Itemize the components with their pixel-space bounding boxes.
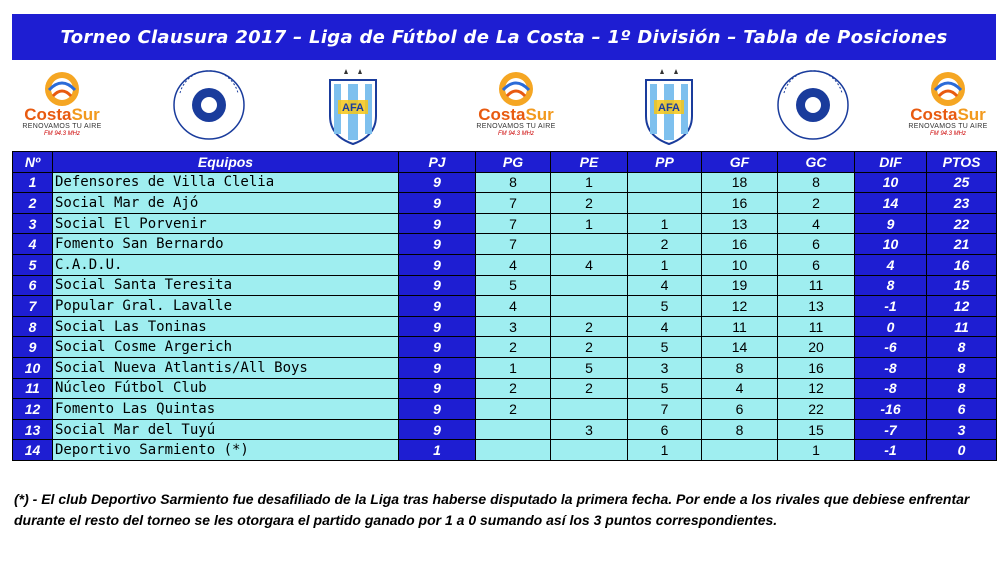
cell-pj: 9: [399, 275, 476, 296]
cell-gf: 16: [702, 234, 778, 255]
liga-costa-logo: [774, 68, 852, 142]
cell-pj: 1: [399, 440, 476, 461]
cell-dif: 8: [855, 275, 927, 296]
cell-position: 6: [13, 275, 53, 296]
cell-pe: 3: [551, 419, 628, 440]
cell-gc: 12: [778, 378, 855, 399]
cell-ptos: 8: [927, 357, 997, 378]
cell-position: 1: [13, 172, 53, 193]
cell-pg: 2: [476, 378, 551, 399]
cell-team: Deportivo Sarmiento (*): [53, 440, 399, 461]
cell-pp: 5: [628, 296, 702, 317]
standings-body: [13, 172, 997, 460]
afa-text: AFA: [658, 102, 680, 114]
cell-position: 7: [13, 296, 53, 317]
cell-dif: 9: [855, 213, 927, 234]
cell-gc: 1: [778, 440, 855, 461]
cell-ptos: 23: [927, 193, 997, 214]
cell-position: 11: [13, 378, 53, 399]
cell-pj: 9: [399, 357, 476, 378]
cell-pp: 1: [628, 213, 702, 234]
cell-pj: 9: [399, 172, 476, 193]
costasur-fm: FM 94.3 MHz: [497, 131, 534, 137]
cell-pp: [628, 172, 702, 193]
cell-gf: 10: [702, 254, 778, 275]
cell-gc: 8: [778, 172, 855, 193]
cell-pg: 7: [476, 234, 551, 255]
liga-costa-logo: [170, 68, 248, 142]
cell-pp: 5: [628, 337, 702, 358]
costasur-logo: [470, 68, 562, 142]
costasur-brand-a: Costa: [478, 105, 526, 124]
cell-ptos: 12: [927, 296, 997, 317]
cell-pp: 4: [628, 316, 702, 337]
costasur-brand-a: Costa: [24, 105, 72, 124]
costasur-sun-icon: [39, 68, 85, 108]
cell-pj: 9: [399, 316, 476, 337]
cell-dif: 4: [855, 254, 927, 275]
table-row: [13, 193, 997, 214]
col-header-pp: PP: [628, 152, 702, 173]
cell-gf: 12: [702, 296, 778, 317]
cell-team: C.A.D.U.: [53, 254, 399, 275]
cell-team: Social Mar de Ajó: [53, 193, 399, 214]
cell-dif: -8: [855, 378, 927, 399]
table-row: [13, 234, 997, 255]
table-row: [13, 399, 997, 420]
table-row: [13, 172, 997, 193]
cell-pp: 1: [628, 440, 702, 461]
cell-pj: 9: [399, 254, 476, 275]
table-row: [13, 337, 997, 358]
cell-ptos: 0: [927, 440, 997, 461]
cell-dif: -7: [855, 419, 927, 440]
cell-dif: -16: [855, 399, 927, 420]
cell-pp: 7: [628, 399, 702, 420]
col-header-dif: DIF: [855, 152, 927, 173]
costasur-tagline: RENOVAMOS TU AIRE: [476, 123, 556, 130]
cell-pg: 5: [476, 275, 551, 296]
cell-pp: 2: [628, 234, 702, 255]
cell-team: Social Santa Teresita: [53, 275, 399, 296]
cell-ptos: 3: [927, 419, 997, 440]
cell-pg: 2: [476, 337, 551, 358]
cell-team: Fomento Las Quintas: [53, 399, 399, 420]
cell-pe: 2: [551, 193, 628, 214]
cell-ptos: 22: [927, 213, 997, 234]
table-row: [13, 316, 997, 337]
afa-shield-logo: [640, 68, 698, 146]
cell-gc: 13: [778, 296, 855, 317]
cell-pe: 2: [551, 378, 628, 399]
col-header-pe: PE: [551, 152, 628, 173]
cell-pe: 5: [551, 357, 628, 378]
cell-position: 9: [13, 337, 53, 358]
cell-pj: 9: [399, 399, 476, 420]
cell-pe: [551, 399, 628, 420]
costasur-sun-icon: [493, 68, 539, 108]
cell-pe: [551, 275, 628, 296]
cell-gc: 2: [778, 193, 855, 214]
cell-team: Social Las Toninas: [53, 316, 399, 337]
cell-pe: [551, 234, 628, 255]
cell-pe: 4: [551, 254, 628, 275]
cell-pp: 6: [628, 419, 702, 440]
cell-pe: 1: [551, 213, 628, 234]
col-header-team: Equipos: [53, 152, 399, 173]
cell-team: Popular Gral. Lavalle: [53, 296, 399, 317]
cell-team: Fomento San Bernardo: [53, 234, 399, 255]
costasur-fm: FM 94.3 MHz: [43, 131, 80, 137]
cell-pe: [551, 440, 628, 461]
col-header-gc: GC: [778, 152, 855, 173]
costasur-brand-b: Sur: [525, 105, 554, 124]
cell-pg: [476, 440, 551, 461]
cell-pj: 9: [399, 213, 476, 234]
table-row: [13, 357, 997, 378]
cell-position: 10: [13, 357, 53, 378]
cell-gf: 8: [702, 357, 778, 378]
table-row: [13, 296, 997, 317]
cell-ptos: 15: [927, 275, 997, 296]
cell-ptos: 8: [927, 378, 997, 399]
afa-shield-logo: [324, 68, 382, 146]
cell-pj: 9: [399, 296, 476, 317]
costasur-tagline: RENOVAMOS TU AIRE: [908, 123, 988, 130]
cell-gc: 6: [778, 254, 855, 275]
col-header-ptos: PTOS: [927, 152, 997, 173]
cell-gc: 20: [778, 337, 855, 358]
cell-team: Defensores de Villa Clelia: [53, 172, 399, 193]
cell-pg: 4: [476, 254, 551, 275]
cell-gf: [702, 440, 778, 461]
cell-dif: -1: [855, 440, 927, 461]
cell-dif: -6: [855, 337, 927, 358]
afa-text: AFA: [342, 102, 364, 114]
cell-gc: 15: [778, 419, 855, 440]
table-row: [13, 275, 997, 296]
cell-ptos: 8: [927, 337, 997, 358]
cell-pe: 2: [551, 337, 628, 358]
cell-gc: 6: [778, 234, 855, 255]
cell-pg: 7: [476, 193, 551, 214]
col-header-position: Nº: [13, 152, 53, 173]
cell-dif: 10: [855, 172, 927, 193]
costasur-logo: [16, 68, 108, 142]
cell-pj: 9: [399, 378, 476, 399]
costasur-fm: FM 94.3 MHz: [929, 131, 966, 137]
costasur-logo: [902, 68, 994, 142]
col-header-gf: GF: [702, 152, 778, 173]
footnote: (*) - El club Deportivo Sarmiento fue desafiliado de la Liga tras haberse disputado la primera fecha. Por ende a los rivales que debiese enfrentar durante el resto del torneo se les otorgara el partido ganado por 1 a 0 sumando así los 3 puntos correspondientes.: [14, 491, 970, 528]
cell-team: Social Mar del Tuyú: [53, 419, 399, 440]
cell-pg: 2: [476, 399, 551, 420]
cell-gf: 18: [702, 172, 778, 193]
cell-gf: 6: [702, 399, 778, 420]
cell-gf: 8: [702, 419, 778, 440]
table-row: [13, 419, 997, 440]
col-header-pg: PG: [476, 152, 551, 173]
cell-ptos: 11: [927, 316, 997, 337]
cell-pj: 9: [399, 337, 476, 358]
cell-dif: 0: [855, 316, 927, 337]
cell-dif: -8: [855, 357, 927, 378]
cell-pg: [476, 419, 551, 440]
table-row: [13, 378, 997, 399]
col-header-pj: PJ: [399, 152, 476, 173]
cell-pp: 4: [628, 275, 702, 296]
cell-pe: 1: [551, 172, 628, 193]
cell-team: Social El Porvenir: [53, 213, 399, 234]
cell-gc: 4: [778, 213, 855, 234]
cell-ptos: 16: [927, 254, 997, 275]
cell-position: 12: [13, 399, 53, 420]
cell-pg: 4: [476, 296, 551, 317]
cell-gf: 19: [702, 275, 778, 296]
cell-gf: 16: [702, 193, 778, 214]
cell-pp: 3: [628, 357, 702, 378]
cell-gc: 11: [778, 316, 855, 337]
cell-pp: 5: [628, 378, 702, 399]
cell-gf: 4: [702, 378, 778, 399]
cell-pe: 2: [551, 316, 628, 337]
standings-table: [12, 151, 997, 461]
cell-pj: 9: [399, 419, 476, 440]
cell-position: 5: [13, 254, 53, 275]
costasur-sun-icon: [925, 68, 971, 108]
cell-ptos: 25: [927, 172, 997, 193]
cell-pj: 9: [399, 193, 476, 214]
table-row: [13, 254, 997, 275]
cell-gc: 16: [778, 357, 855, 378]
cell-pg: 7: [476, 213, 551, 234]
sponsor-logo-row: [12, 66, 996, 148]
table-header-row: [13, 152, 997, 173]
cell-pj: 9: [399, 234, 476, 255]
cell-team: Núcleo Fútbol Club: [53, 378, 399, 399]
table-row: [13, 440, 997, 461]
cell-gf: 13: [702, 213, 778, 234]
cell-pp: [628, 193, 702, 214]
cell-ptos: 6: [927, 399, 997, 420]
cell-pg: 3: [476, 316, 551, 337]
cell-gf: 11: [702, 316, 778, 337]
cell-gc: 11: [778, 275, 855, 296]
cell-position: 8: [13, 316, 53, 337]
cell-position: 13: [13, 419, 53, 440]
cell-dif: -1: [855, 296, 927, 317]
cell-dif: 14: [855, 193, 927, 214]
cell-position: 14: [13, 440, 53, 461]
table-row: [13, 213, 997, 234]
cell-pg: 1: [476, 357, 551, 378]
cell-ptos: 21: [927, 234, 997, 255]
costasur-brand-b: Sur: [71, 105, 100, 124]
cell-team: Social Cosme Argerich: [53, 337, 399, 358]
cell-position: 4: [13, 234, 53, 255]
cell-position: 2: [13, 193, 53, 214]
cell-pe: [551, 296, 628, 317]
cell-pg: 8: [476, 172, 551, 193]
cell-dif: 10: [855, 234, 927, 255]
costasur-brand-b: Sur: [957, 105, 986, 124]
cell-team: Social Nueva Atlantis/All Boys: [53, 357, 399, 378]
costasur-tagline: RENOVAMOS TU AIRE: [22, 123, 102, 130]
costasur-brand-a: Costa: [910, 105, 958, 124]
cell-gc: 22: [778, 399, 855, 420]
cell-gf: 14: [702, 337, 778, 358]
page-title: Torneo Clausura 2017 – Liga de Fútbol de La Costa – 1º División – Tabla de Posiciones: [12, 14, 996, 60]
cell-position: 3: [13, 213, 53, 234]
cell-pp: 1: [628, 254, 702, 275]
